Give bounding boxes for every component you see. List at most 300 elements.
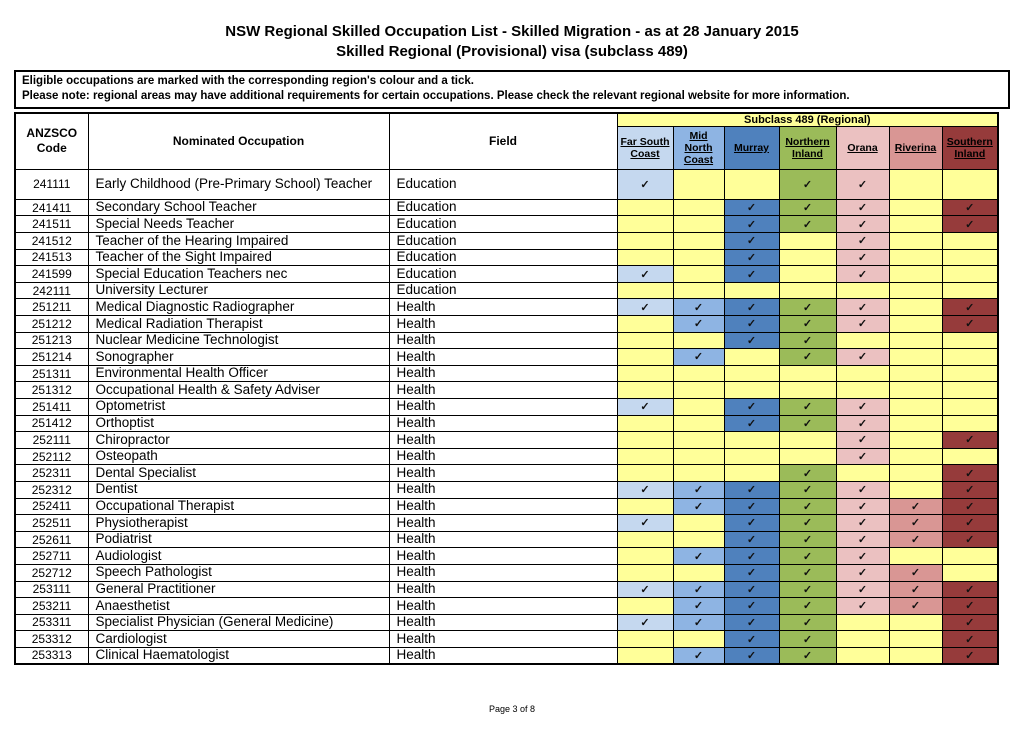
tick-cell-far-south-coast: ✓ — [617, 299, 673, 316]
tick-cell-orana: ✓ — [836, 531, 889, 548]
anzsco-code-cell: 241599 — [15, 266, 88, 283]
tick-cell-orana: ✓ — [836, 598, 889, 615]
tick-cell-mid-north-coast — [673, 199, 724, 216]
field-cell: Education — [389, 233, 617, 250]
anzsco-code-cell: 253311 — [15, 614, 88, 631]
occupation-cell: Early Childhood (Pre-Primary School) Teacher — [88, 169, 389, 199]
field-cell: Health — [389, 581, 617, 598]
tick-cell-far-south-coast — [617, 448, 673, 465]
table-row — [15, 465, 998, 482]
tick-cell-murray: ✓ — [724, 647, 779, 664]
tick-cell-southern-inland: ✓ — [942, 216, 998, 233]
anzsco-code-cell: 251211 — [15, 299, 88, 316]
field-cell: Health — [389, 415, 617, 432]
tick-cell-southern-inland — [942, 415, 998, 432]
tick-cell-murray — [724, 282, 779, 299]
tick-cell-far-south-coast — [617, 365, 673, 382]
occupation-cell: Cardiologist — [88, 631, 389, 648]
tick-cell-murray — [724, 349, 779, 366]
table-header — [15, 113, 998, 170]
tick-cell-orana: ✓ — [836, 548, 889, 565]
field-cell: Health — [389, 548, 617, 565]
table-row — [15, 199, 998, 216]
anzsco-code-cell: 253211 — [15, 598, 88, 615]
col-header-nominated-occupation: Nominated Occupation — [88, 113, 389, 170]
anzsco-code-cell: 251213 — [15, 332, 88, 349]
tick-cell-mid-north-coast: ✓ — [673, 581, 724, 598]
tick-cell-murray — [724, 432, 779, 449]
region-header-label: Northern Inland — [785, 135, 830, 160]
tick-cell-far-south-coast — [617, 282, 673, 299]
tick-cell-orana: ✓ — [836, 216, 889, 233]
anzsco-code-cell: 241513 — [15, 249, 88, 266]
tick-cell-far-south-coast: ✓ — [617, 581, 673, 598]
tick-cell-southern-inland: ✓ — [942, 481, 998, 498]
tick-cell-southern-inland: ✓ — [942, 199, 998, 216]
occupation-cell: Chiropractor — [88, 432, 389, 449]
tick-cell-southern-inland — [942, 448, 998, 465]
tick-cell-murray: ✓ — [724, 548, 779, 565]
anzsco-code-cell: 253313 — [15, 647, 88, 664]
table-row — [15, 498, 998, 515]
tick-cell-orana: ✓ — [836, 515, 889, 532]
tick-cell-southern-inland: ✓ — [942, 498, 998, 515]
tick-cell-northern-inland: ✓ — [779, 398, 836, 415]
field-cell: Health — [389, 465, 617, 482]
tick-cell-far-south-coast — [617, 465, 673, 482]
region-header-label: Far South Coast — [620, 135, 670, 160]
tick-cell-riverina — [889, 332, 942, 349]
tick-cell-southern-inland — [942, 349, 998, 366]
tick-cell-riverina — [889, 233, 942, 250]
table-row — [15, 398, 998, 415]
tick-cell-murray — [724, 365, 779, 382]
field-cell: Education — [389, 216, 617, 233]
tick-cell-riverina — [889, 169, 942, 199]
occupation-cell: Environmental Health Officer — [88, 365, 389, 382]
occupation-cell: General Practitioner — [88, 581, 389, 598]
field-cell: Education — [389, 199, 617, 216]
tick-cell-murray — [724, 465, 779, 482]
tick-cell-mid-north-coast: ✓ — [673, 316, 724, 333]
field-cell: Health — [389, 631, 617, 648]
tick-cell-mid-north-coast — [673, 233, 724, 250]
tick-cell-mid-north-coast — [673, 266, 724, 283]
document-title: NSW Regional Skilled Occupation List - Skilled Migration - as at 28 January 2015 — [225, 23, 799, 40]
anzsco-code-cell: 252112 — [15, 448, 88, 465]
occupation-cell: Speech Pathologist — [88, 564, 389, 581]
occupation-cell: Secondary School Teacher — [88, 199, 389, 216]
title-block — [0, 22, 1024, 63]
table-row — [15, 614, 998, 631]
tick-cell-riverina: ✓ — [889, 581, 942, 598]
table-row — [15, 581, 998, 598]
tick-cell-northern-inland — [779, 266, 836, 283]
table-row — [15, 382, 998, 399]
tick-cell-orana: ✓ — [836, 233, 889, 250]
tick-cell-orana — [836, 465, 889, 482]
field-cell: Health — [389, 598, 617, 615]
anzsco-code-cell: 241111 — [15, 169, 88, 199]
tick-cell-riverina — [889, 465, 942, 482]
col-header-field: Field — [389, 113, 617, 170]
tick-cell-orana: ✓ — [836, 169, 889, 199]
tick-cell-northern-inland: ✓ — [779, 581, 836, 598]
field-cell: Health — [389, 448, 617, 465]
tick-cell-murray: ✓ — [724, 498, 779, 515]
field-cell: Health — [389, 614, 617, 631]
tick-cell-riverina — [889, 365, 942, 382]
tick-cell-riverina — [889, 631, 942, 648]
anzsco-code-cell: 251411 — [15, 398, 88, 415]
tick-cell-riverina — [889, 415, 942, 432]
tick-cell-mid-north-coast — [673, 515, 724, 532]
field-cell: Health — [389, 382, 617, 399]
tick-cell-riverina: ✓ — [889, 515, 942, 532]
tick-cell-northern-inland: ✓ — [779, 332, 836, 349]
tick-cell-southern-inland — [942, 249, 998, 266]
tick-cell-murray: ✓ — [724, 266, 779, 283]
tick-cell-riverina — [889, 266, 942, 283]
tick-cell-southern-inland — [942, 233, 998, 250]
tick-cell-southern-inland: ✓ — [942, 647, 998, 664]
anzsco-code-cell: 253111 — [15, 581, 88, 598]
document-subtitle: Skilled Regional (Provisional) visa (subclass 489) — [336, 43, 688, 61]
occupation-cell: Nuclear Medicine Technologist — [88, 332, 389, 349]
field-cell: Health — [389, 316, 617, 333]
tick-cell-murray: ✓ — [724, 481, 779, 498]
anzsco-code-cell: 253312 — [15, 631, 88, 648]
tick-cell-southern-inland — [942, 266, 998, 283]
tick-cell-riverina — [889, 316, 942, 333]
tick-cell-orana: ✓ — [836, 199, 889, 216]
occupation-cell: Teacher of the Sight Impaired — [88, 249, 389, 266]
occupation-cell: Dental Specialist — [88, 465, 389, 482]
tick-cell-orana: ✓ — [836, 398, 889, 415]
field-cell: Health — [389, 349, 617, 366]
occupation-cell: Sonographer — [88, 349, 389, 366]
table-row — [15, 365, 998, 382]
tick-cell-southern-inland: ✓ — [942, 316, 998, 333]
tick-cell-murray: ✓ — [724, 216, 779, 233]
tick-cell-murray: ✓ — [724, 631, 779, 648]
occupation-cell: Occupational Therapist — [88, 498, 389, 515]
tick-cell-northern-inland: ✓ — [779, 169, 836, 199]
field-cell: Health — [389, 515, 617, 532]
tick-cell-mid-north-coast: ✓ — [673, 299, 724, 316]
tick-cell-mid-north-coast — [673, 282, 724, 299]
tick-cell-mid-north-coast — [673, 432, 724, 449]
region-header-label: Southern Inland — [946, 135, 993, 160]
anzsco-code-cell: 241411 — [15, 199, 88, 216]
tick-cell-murray: ✓ — [724, 332, 779, 349]
tick-cell-riverina — [889, 548, 942, 565]
field-cell: Health — [389, 398, 617, 415]
region-header-label: Riverina — [894, 141, 937, 154]
tick-cell-southern-inland — [942, 548, 998, 565]
tick-cell-northern-inland — [779, 448, 836, 465]
tick-cell-murray: ✓ — [724, 515, 779, 532]
anzsco-code-cell: 252111 — [15, 432, 88, 449]
region-header-murray — [724, 126, 779, 169]
tick-cell-murray: ✓ — [724, 199, 779, 216]
note-box — [14, 70, 1010, 109]
tick-cell-far-south-coast — [617, 249, 673, 266]
tick-cell-riverina — [889, 481, 942, 498]
tick-cell-mid-north-coast: ✓ — [673, 598, 724, 615]
tick-cell-riverina — [889, 382, 942, 399]
tick-cell-northern-inland: ✓ — [779, 598, 836, 615]
tick-cell-orana: ✓ — [836, 349, 889, 366]
tick-cell-southern-inland: ✓ — [942, 432, 998, 449]
anzsco-code-cell: 252611 — [15, 531, 88, 548]
tick-cell-far-south-coast — [617, 349, 673, 366]
occupation-cell: Physiotherapist — [88, 515, 389, 532]
tick-cell-northern-inland: ✓ — [779, 631, 836, 648]
field-cell: Education — [389, 266, 617, 283]
tick-cell-northern-inland — [779, 382, 836, 399]
tick-cell-mid-north-coast: ✓ — [673, 498, 724, 515]
tick-cell-southern-inland — [942, 382, 998, 399]
table-row — [15, 169, 998, 199]
tick-cell-northern-inland: ✓ — [779, 498, 836, 515]
tick-cell-far-south-coast — [617, 498, 673, 515]
tick-cell-northern-inland — [779, 282, 836, 299]
tick-cell-murray — [724, 448, 779, 465]
field-cell: Health — [389, 481, 617, 498]
tick-cell-orana: ✓ — [836, 448, 889, 465]
field-cell: Health — [389, 564, 617, 581]
table-row — [15, 598, 998, 615]
tick-cell-orana: ✓ — [836, 581, 889, 598]
anzsco-code-cell: 251412 — [15, 415, 88, 432]
tick-cell-northern-inland — [779, 233, 836, 250]
table-row — [15, 349, 998, 366]
table-body — [15, 169, 998, 664]
occupation-cell: Clinical Haematologist — [88, 647, 389, 664]
anzsco-code-cell: 252712 — [15, 564, 88, 581]
tick-cell-mid-north-coast — [673, 415, 724, 432]
tick-cell-murray: ✓ — [724, 316, 779, 333]
tick-cell-northern-inland — [779, 249, 836, 266]
tick-cell-riverina — [889, 216, 942, 233]
tick-cell-riverina: ✓ — [889, 564, 942, 581]
occupation-cell: University Lecturer — [88, 282, 389, 299]
tick-cell-northern-inland: ✓ — [779, 564, 836, 581]
tick-cell-mid-north-coast — [673, 398, 724, 415]
tick-cell-orana — [836, 282, 889, 299]
tick-cell-far-south-coast — [617, 631, 673, 648]
anzsco-code-cell: 242111 — [15, 282, 88, 299]
tick-cell-orana — [836, 332, 889, 349]
tick-cell-mid-north-coast — [673, 631, 724, 648]
occupation-cell: Optometrist — [88, 398, 389, 415]
table-row — [15, 249, 998, 266]
tick-cell-southern-inland: ✓ — [942, 465, 998, 482]
tick-cell-orana: ✓ — [836, 316, 889, 333]
tick-cell-riverina — [889, 349, 942, 366]
region-header-southern-inland — [942, 126, 998, 169]
col-group-subclass-489: Subclass 489 (Regional) — [617, 113, 998, 127]
field-cell: Health — [389, 647, 617, 664]
tick-cell-southern-inland — [942, 332, 998, 349]
tick-cell-murray: ✓ — [724, 249, 779, 266]
table-row — [15, 266, 998, 283]
tick-cell-orana: ✓ — [836, 415, 889, 432]
tick-cell-northern-inland — [779, 365, 836, 382]
tick-cell-far-south-coast: ✓ — [617, 614, 673, 631]
region-header-label: Orana — [847, 141, 878, 154]
tick-cell-far-south-coast — [617, 332, 673, 349]
anzsco-code-cell: 251312 — [15, 382, 88, 399]
tick-cell-riverina — [889, 398, 942, 415]
tick-cell-far-south-coast — [617, 531, 673, 548]
field-cell: Education — [389, 169, 617, 199]
tick-cell-mid-north-coast: ✓ — [673, 614, 724, 631]
tick-cell-southern-inland — [942, 365, 998, 382]
tick-cell-northern-inland: ✓ — [779, 199, 836, 216]
anzsco-code-cell: 241511 — [15, 216, 88, 233]
field-cell: Education — [389, 249, 617, 266]
tick-cell-orana: ✓ — [836, 249, 889, 266]
tick-cell-murray: ✓ — [724, 581, 779, 598]
tick-cell-riverina — [889, 432, 942, 449]
tick-cell-southern-inland — [942, 564, 998, 581]
tick-cell-northern-inland: ✓ — [779, 548, 836, 565]
tick-cell-riverina — [889, 249, 942, 266]
tick-cell-mid-north-coast: ✓ — [673, 647, 724, 664]
table-row — [15, 647, 998, 664]
tick-cell-mid-north-coast — [673, 332, 724, 349]
occupation-cell: Special Needs Teacher — [88, 216, 389, 233]
tick-cell-northern-inland: ✓ — [779, 614, 836, 631]
tick-cell-murray — [724, 382, 779, 399]
table-row — [15, 564, 998, 581]
tick-cell-far-south-coast: ✓ — [617, 266, 673, 283]
field-cell: Health — [389, 531, 617, 548]
tick-cell-murray: ✓ — [724, 598, 779, 615]
tick-cell-northern-inland: ✓ — [779, 415, 836, 432]
table-row — [15, 631, 998, 648]
occupation-table — [14, 112, 999, 665]
table-row — [15, 432, 998, 449]
region-header-label: Murray — [733, 141, 769, 154]
tick-cell-mid-north-coast — [673, 216, 724, 233]
anzsco-code-cell: 251212 — [15, 316, 88, 333]
tick-cell-far-south-coast — [617, 233, 673, 250]
region-header-riverina — [889, 126, 942, 169]
tick-cell-riverina: ✓ — [889, 598, 942, 615]
tick-cell-murray: ✓ — [724, 614, 779, 631]
table-row — [15, 299, 998, 316]
tick-cell-far-south-coast — [617, 216, 673, 233]
anzsco-code-cell: 251214 — [15, 349, 88, 366]
tick-cell-southern-inland: ✓ — [942, 531, 998, 548]
tick-cell-southern-inland: ✓ — [942, 299, 998, 316]
tick-cell-orana: ✓ — [836, 299, 889, 316]
table-row — [15, 332, 998, 349]
region-header-northern-inland — [779, 126, 836, 169]
table-row — [15, 282, 998, 299]
occupation-cell: Osteopath — [88, 448, 389, 465]
field-cell: Health — [389, 299, 617, 316]
tick-cell-mid-north-coast — [673, 531, 724, 548]
tick-cell-orana — [836, 647, 889, 664]
tick-cell-southern-inland: ✓ — [942, 598, 998, 615]
tick-cell-orana: ✓ — [836, 564, 889, 581]
tick-cell-mid-north-coast — [673, 169, 724, 199]
tick-cell-far-south-coast — [617, 647, 673, 664]
field-cell: Health — [389, 432, 617, 449]
tick-cell-riverina — [889, 282, 942, 299]
tick-cell-far-south-coast: ✓ — [617, 169, 673, 199]
occupation-cell: Audiologist — [88, 548, 389, 565]
anzsco-code-cell: 252511 — [15, 515, 88, 532]
tick-cell-northern-inland: ✓ — [779, 647, 836, 664]
tick-cell-northern-inland: ✓ — [779, 216, 836, 233]
tick-cell-mid-north-coast: ✓ — [673, 481, 724, 498]
tick-cell-southern-inland — [942, 169, 998, 199]
tick-cell-far-south-coast — [617, 316, 673, 333]
field-cell: Education — [389, 282, 617, 299]
tick-cell-southern-inland: ✓ — [942, 581, 998, 598]
tick-cell-mid-north-coast: ✓ — [673, 548, 724, 565]
anzsco-code-cell: 252411 — [15, 498, 88, 515]
tick-cell-orana — [836, 614, 889, 631]
occupation-cell: Orthoptist — [88, 415, 389, 432]
occupation-cell: Medical Diagnostic Radiographer — [88, 299, 389, 316]
note-line-1: Eligible occupations are marked with the corresponding region's colour and a tick. — [22, 74, 474, 87]
tick-cell-northern-inland: ✓ — [779, 316, 836, 333]
page-number: Page 3 of 8 — [488, 704, 536, 714]
tick-cell-murray: ✓ — [724, 531, 779, 548]
tick-cell-riverina — [889, 647, 942, 664]
tick-cell-orana — [836, 382, 889, 399]
tick-cell-orana — [836, 631, 889, 648]
tick-cell-mid-north-coast — [673, 465, 724, 482]
tick-cell-riverina — [889, 448, 942, 465]
tick-cell-southern-inland — [942, 398, 998, 415]
occupation-cell: Medical Radiation Therapist — [88, 316, 389, 333]
occupation-cell: Dentist — [88, 481, 389, 498]
region-header-label: Mid North Coast — [683, 129, 714, 166]
tick-cell-northern-inland: ✓ — [779, 465, 836, 482]
table-row — [15, 216, 998, 233]
tick-cell-riverina: ✓ — [889, 498, 942, 515]
tick-cell-murray: ✓ — [724, 398, 779, 415]
tick-cell-mid-north-coast — [673, 382, 724, 399]
tick-cell-far-south-coast — [617, 432, 673, 449]
tick-cell-murray: ✓ — [724, 415, 779, 432]
occupation-cell: Occupational Health & Safety Adviser — [88, 382, 389, 399]
tick-cell-riverina: ✓ — [889, 531, 942, 548]
tick-cell-far-south-coast — [617, 382, 673, 399]
occupation-cell: Podiatrist — [88, 531, 389, 548]
anzsco-code-cell: 252311 — [15, 465, 88, 482]
region-header-far-south-coast — [617, 126, 673, 169]
tick-cell-northern-inland — [779, 432, 836, 449]
tick-cell-murray: ✓ — [724, 564, 779, 581]
tick-cell-riverina — [889, 199, 942, 216]
table-row — [15, 448, 998, 465]
tick-cell-southern-inland: ✓ — [942, 631, 998, 648]
tick-cell-far-south-coast: ✓ — [617, 515, 673, 532]
occupation-cell: Teacher of the Hearing Impaired — [88, 233, 389, 250]
tick-cell-northern-inland: ✓ — [779, 481, 836, 498]
tick-cell-far-south-coast: ✓ — [617, 398, 673, 415]
anzsco-code-cell: 252711 — [15, 548, 88, 565]
tick-cell-mid-north-coast — [673, 249, 724, 266]
